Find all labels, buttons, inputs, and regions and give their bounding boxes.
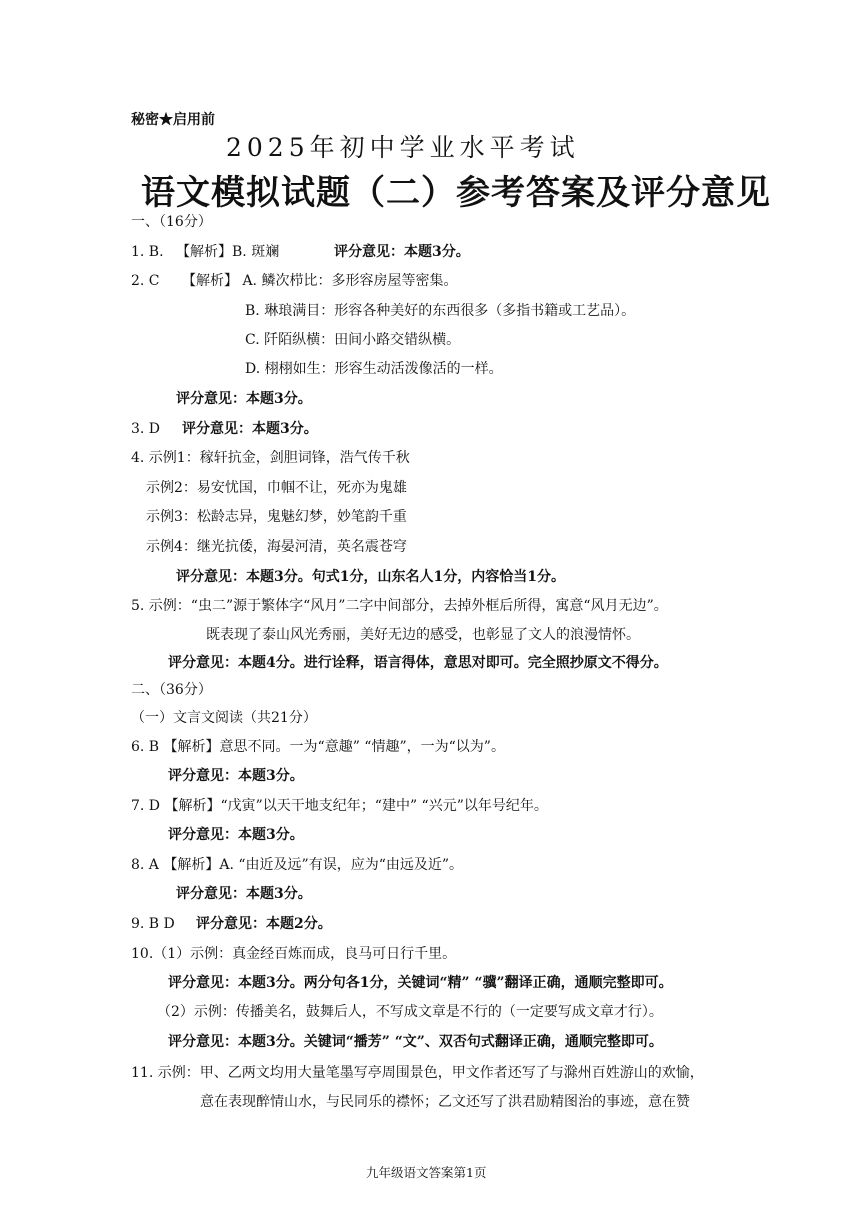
score-note: 评分意见：本题4分。进行诠释，语言得体，意思对即可。完全照抄原文不得分。	[168, 655, 668, 671]
answer-line: 4. 示例1：稼轩抗金，剑胆词锋，浩气传千秋	[131, 450, 410, 466]
answer-line: 意在表现醉情山水，与民同乐的襟怀；乙文还写了洪君励精图治的事迹，意在赞	[200, 1094, 690, 1110]
answer-line: 5. 示例：“虫二”源于繁体字“风月”二字中间部分，去掉外框后所得，寓意“风月无边”。	[131, 598, 668, 614]
score-note: 评分意见：本题3分。	[334, 244, 470, 260]
answer-line: C. 阡陌纵横：田间小路交错纵横。	[245, 332, 461, 348]
section-heading: 二、（36分）	[131, 682, 212, 698]
score-note: 评分意见：本题2分。	[196, 916, 332, 932]
score-note: 评分意见：本题3分。	[182, 421, 318, 437]
exam-title: 2025年初中学业水平考试	[226, 133, 580, 162]
answer-analysis: 【解析】B. 斑斓	[176, 244, 280, 260]
answer-line: 既表现了泰山风光秀丽，美好无边的感受，也彰显了文人的浪漫情怀。	[206, 627, 640, 643]
answer-line: 6. B 【解析】意思不同。一为“意趣” “情趣”，一为“以为”。	[131, 739, 505, 755]
score-note: 评分意见：本题3分。句式1分，山东名人1分，内容恰当1分。	[176, 569, 565, 585]
score-note: 评分意见：本题3分。	[168, 827, 304, 843]
confidential-label: 秘密★启用前	[131, 112, 215, 128]
answer-analysis: 【解析】 A. 鳞次栉比：多形容房屋等密集。	[182, 273, 458, 289]
score-note: 评分意见：本题3分。	[168, 768, 304, 784]
answer-line: B. 琳琅满目：形容各种美好的东西很多（多指书籍或工艺品）。	[245, 303, 636, 319]
page-footer: 九年级语文答案第1页	[366, 1165, 487, 1180]
answer-line: 示例2：易安忧国，巾帼不让，死亦为鬼雄	[146, 480, 407, 496]
answer-line: 8. A 【解析】A. “由近及远”有误，应为“由远及近”。	[131, 857, 464, 873]
answer-line: 10.（1）示例：真金经百炼而成，良马可日行千里。	[131, 946, 457, 962]
score-note: 评分意见：本题3分。	[176, 391, 312, 407]
score-note: 评分意见：本题3分。关键词“播芳” “文”、双否句式翻译正确，通顺完整即可。	[168, 1034, 663, 1050]
answer-line: （2）示例：传播美名，鼓舞后人，不写成文章是不行的（一定要写成文章才行）。	[157, 1004, 663, 1020]
answer-number: 1. B.	[131, 244, 164, 260]
answer-line: D. 栩栩如生：形容生动活泼像活的一样。	[245, 361, 503, 377]
answer-line: 示例3：松龄志异，鬼魅幻梦，妙笔韵千重	[146, 509, 407, 525]
subsection-heading: （一）文言文阅读（共21分）	[131, 710, 317, 726]
score-note: 评分意见：本题3分。	[176, 886, 312, 902]
answer-number: 9. B D	[131, 916, 175, 932]
page-title: 语文模拟试题（二）参考答案及评分意见	[141, 173, 771, 213]
score-note: 评分意见：本题3分。两分句各1分，关键词“精” “骥”翻译正确，通顺完整即可。	[168, 975, 673, 991]
answer-line: 7. D 【解析】“戊寅”以天干地支纪年；“建中” “兴元”以年号纪年。	[131, 798, 548, 814]
answer-line: 示例4：继光抗倭，海晏河清，英名震苍穹	[146, 539, 407, 555]
answer-line: 11. 示例：甲、乙两文均用大量笔墨写亭周围景色，甲文作者还写了与滁州百姓游山的欢愉，	[131, 1065, 704, 1081]
answer-number: 2. C	[131, 273, 160, 289]
section-heading: 一、（16分）	[131, 214, 212, 230]
answer-number: 3. D	[131, 421, 161, 437]
